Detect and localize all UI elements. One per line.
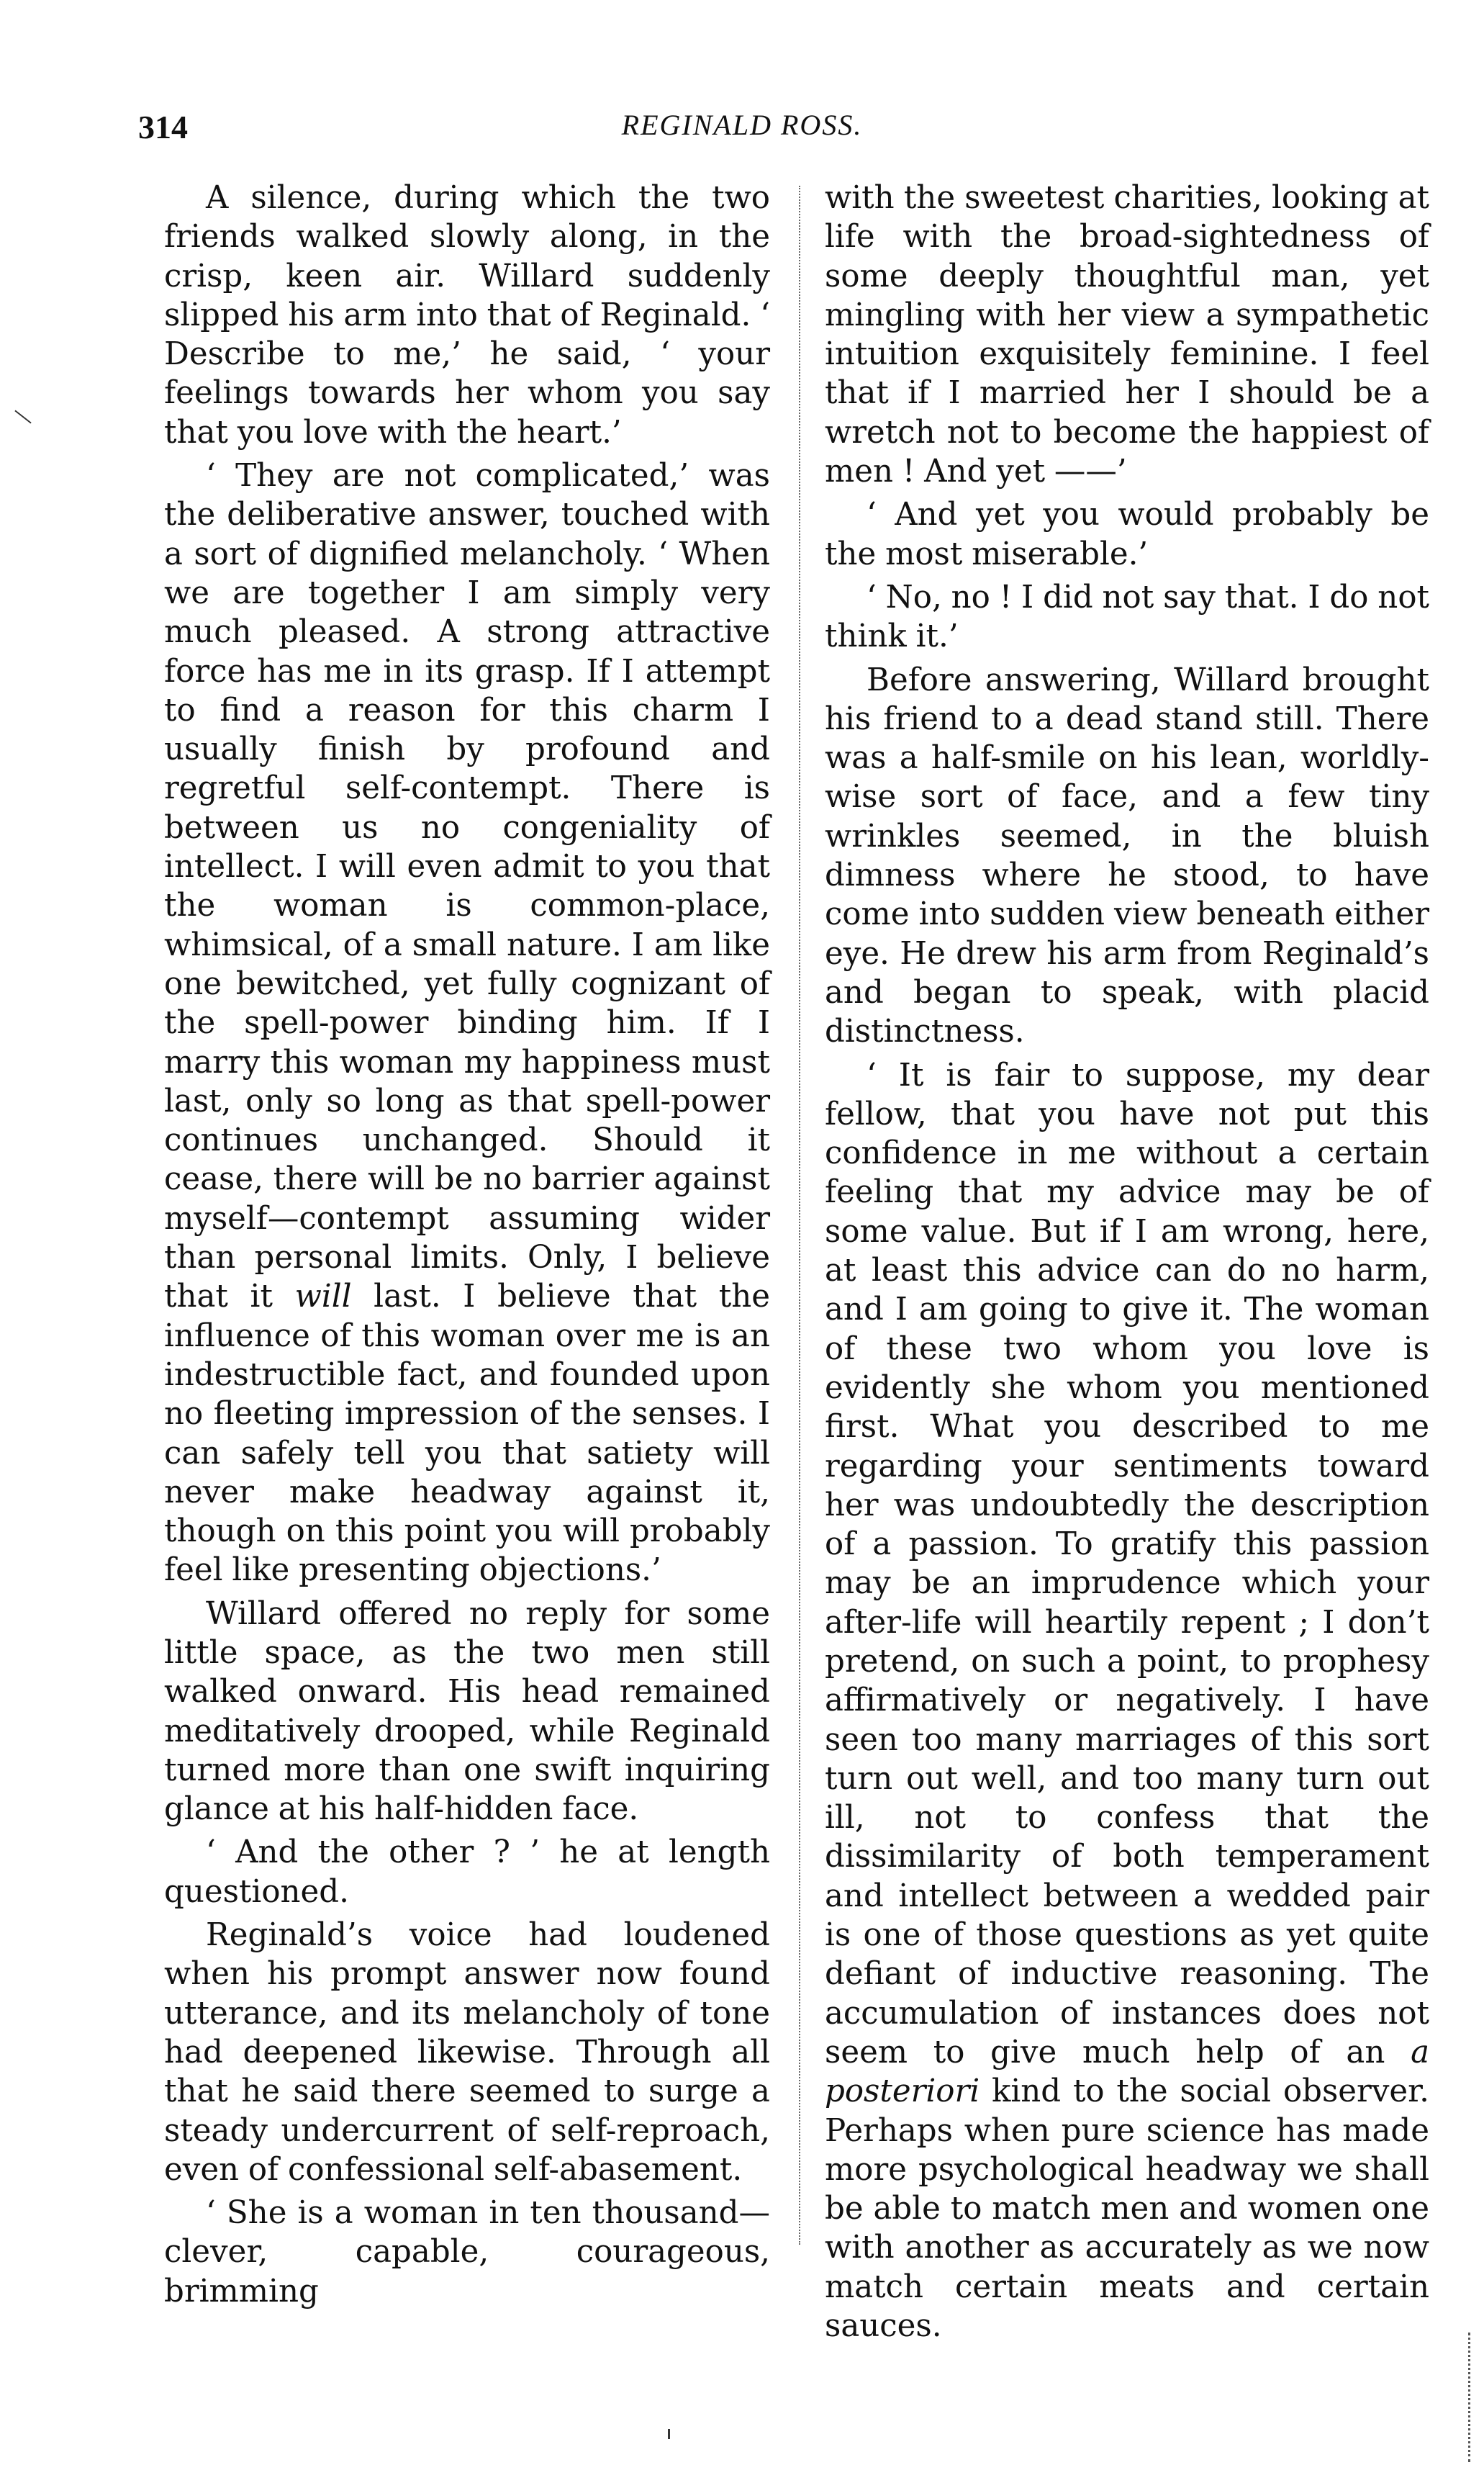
paragraph [164,456,770,1590]
paragraph: Willard offered no reply for some little space, as the two men still walked onward. His head remained meditatively drooped, while Reginald turned more than one swift inquiring glance at his half-hidden face. [164,1595,770,1828]
paragraph: A silence, during which the two friends walked slowly along, in the crisp, keen air. Willard suddenly slipped his arm into that of Reginald. ‘ Describe to me,’ he said, ‘ your feelings towards her whom you say that you love with the heart.’ [164,180,770,451]
text-run: ‘ They are not complicated,’ was the deliberative answer, touched with a sort of dignified melancholy. ‘ When we are together I am simply very much pleased. A strong attractive force has me in its grasp. If I attempt to find a reason for this charm I usually finish by profound and regretful self-contempt. There is between us no congeniality of intellect. I will even admit to you that the woman is common-place, whimsical, of a small nature. I am like one bewitched, yet fully cognizant of the spell-power binding him. If I marry this woman my happiness must last, only so long as that spell-power continues unchanged. Should it cease, there will be no barrier against myself—contempt assuming wider than personal limits. Only, I believe that it [164,458,770,1315]
text-run: last. I believe that the influence of this woman over me is an indestructible fact, and founded upon no fleeting impression of the senses. I can safely tell you that satiety will never make headway against it, though on this point you will probably feel like presenting objections.’ [164,1279,770,1589]
paragraph: Before answering, Willard brought his friend to a dead stand still. There was a half-smile on his lean, worldly-wise sort of face, and a few tiny wrinkles seemed, in the bluish dimness where he stood, to have come into sudden view beneath either eye. He drew his arm from Reginald’s and began to speak, with placid distinctness. [825,662,1429,1050]
column-rule [799,186,800,2245]
paragraph: Reginald’s voice had loudened when his prompt answer now found utterance, and its melancholy of tone had deepened likewise. Through all that he said there seemed to surge a steady undercurrent of self-reproach, even of confessional self-abasement. [164,1917,770,2188]
paragraph: with the sweetest charities, looking at life with the broad-sightedness of some deeply thoughtful man, yet mingling with her view a sympathetic intuition exquisitely feminine. I feel that if I married her I should be a wretch not to become the happiest of men ! And yet ——’ [825,180,1429,490]
running-head: REGINALD ROSS. [621,109,863,141]
edge-mark [1468,2333,1472,2462]
paragraph: ‘ She is a woman in ten thousand— clever, capable, courageous, brimming [164,2195,770,2309]
right-column [825,179,1429,2345]
left-column [164,179,770,2309]
paragraph: ‘ No, no ! I did not say that. I do not think it.’ [825,579,1429,655]
text-run: kind to the social observer. Perhaps when pure science has made more psychological headway we shall be able to match men and women one with another as accurately as we now match certain meats and certain sauces. [825,2073,1429,2345]
paragraph: ‘ And yet you would probably be the most miserable.’ [825,497,1429,572]
paragraph [825,1056,1429,2346]
foot-mark [668,2429,670,2439]
page-number: 314 [138,109,188,145]
italic-text: a posteriori [825,2034,1429,2110]
margin-mark [14,410,31,424]
italic-text: will [294,1279,352,1315]
text-run: ‘ It is fair to suppose, my dear fellow, that you have not put this confidence in me without a certain feeling that my advice may be of some value. But if I am wrong, here, at least this advice can do no harm, and I am going to give it. The woman of these two whom you love is evidently she whom you mentioned first. What you described to me regarding your sentiments toward her was undoubtedly the description of a passion. To gratify this passion may be an imprudence which your after-life will heartily repent ; I don’t pretend, on such a point, to prophesy affirmatively or negatively. I have seen too many marriages of this sort turn out well, and too many turn out ill, not to confess that the dissimilarity of both temperament and intellect between a wedded pair is one of those questions as yet quite defiant of inductive reasoning. The accumulation of instances does not seem to give much help of an [825,1057,1429,2070]
paragraph: ‘ And the other ? ’ he at length questioned. [164,1834,770,1910]
